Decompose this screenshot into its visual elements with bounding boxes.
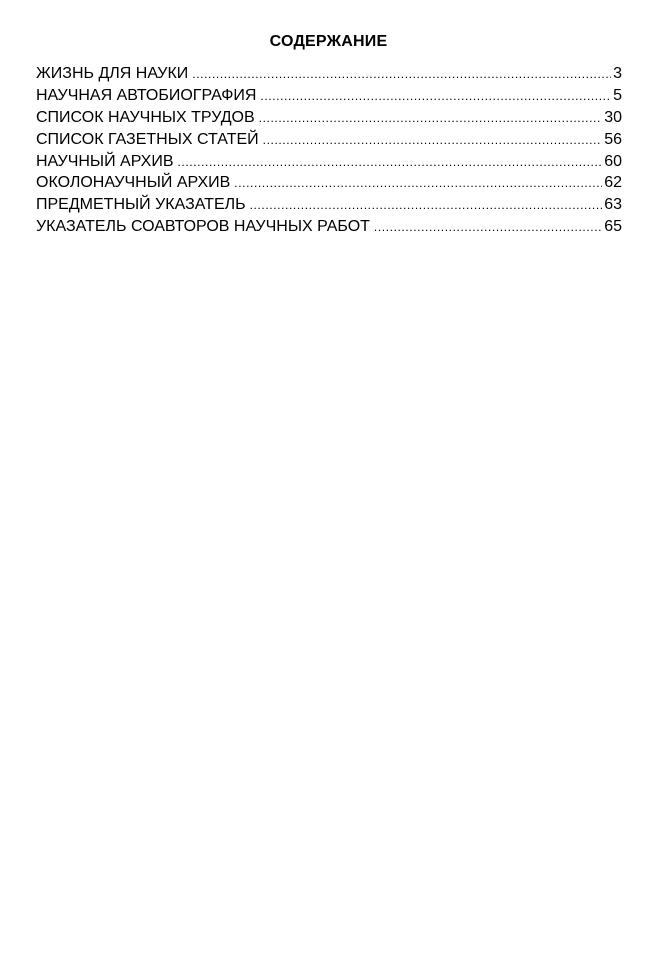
toc-entry-label: ПРЕДМЕТНЫЙ УКАЗАТЕЛЬ bbox=[36, 196, 246, 214]
dot-leader bbox=[234, 173, 602, 195]
toc-entry-page: 63 bbox=[604, 196, 622, 214]
dot-leader bbox=[177, 152, 602, 174]
toc-entry-label: СПИСОК ГАЗЕТНЫХ СТАТЕЙ bbox=[36, 130, 259, 148]
toc-entry[interactable] bbox=[36, 63, 622, 85]
toc-entry-label: ЖИЗНЬ ДЛЯ НАУКИ bbox=[36, 65, 189, 82]
dot-leader bbox=[374, 217, 602, 239]
dot-leader bbox=[260, 86, 611, 108]
toc-entry[interactable] bbox=[36, 107, 622, 129]
toc-entry-label: НАУЧНЫЙ АРХИВ bbox=[36, 152, 174, 170]
toc-entry-page: 5 bbox=[613, 86, 622, 104]
toc-title: СОДЕРЖАНИЕ bbox=[269, 33, 388, 50]
toc-entry-page: 60 bbox=[604, 152, 622, 170]
toc-entry[interactable] bbox=[36, 172, 622, 194]
toc-entry-page: 30 bbox=[604, 108, 622, 126]
toc-entry[interactable] bbox=[36, 194, 622, 216]
dot-leader bbox=[263, 130, 603, 152]
toc-entry[interactable] bbox=[36, 216, 622, 238]
toc-entry-page: 3 bbox=[613, 65, 622, 82]
toc-entry-label: ОКОЛОНАУЧНЫЙ АРХИВ bbox=[36, 174, 231, 192]
toc-entry[interactable] bbox=[36, 85, 622, 107]
table-of-contents bbox=[36, 63, 622, 238]
toc-entry-page: 65 bbox=[604, 218, 622, 236]
toc-entry-label: НАУЧНАЯ АВТОБИОГРАФИЯ bbox=[36, 86, 257, 104]
toc-entry[interactable] bbox=[36, 129, 622, 151]
toc-entry-label: УКАЗАТЕЛЬ СОАВТОРОВ НАУЧНЫХ РАБОТ bbox=[36, 218, 370, 236]
toc-entry-label: СПИСОК НАУЧНЫХ ТРУДОВ bbox=[36, 108, 255, 126]
toc-entry-page: 56 bbox=[604, 130, 622, 148]
dot-leader bbox=[259, 108, 603, 130]
dot-leader bbox=[192, 64, 611, 86]
dot-leader bbox=[250, 195, 603, 217]
toc-entry[interactable] bbox=[36, 151, 622, 173]
toc-entry-page: 62 bbox=[604, 174, 622, 192]
